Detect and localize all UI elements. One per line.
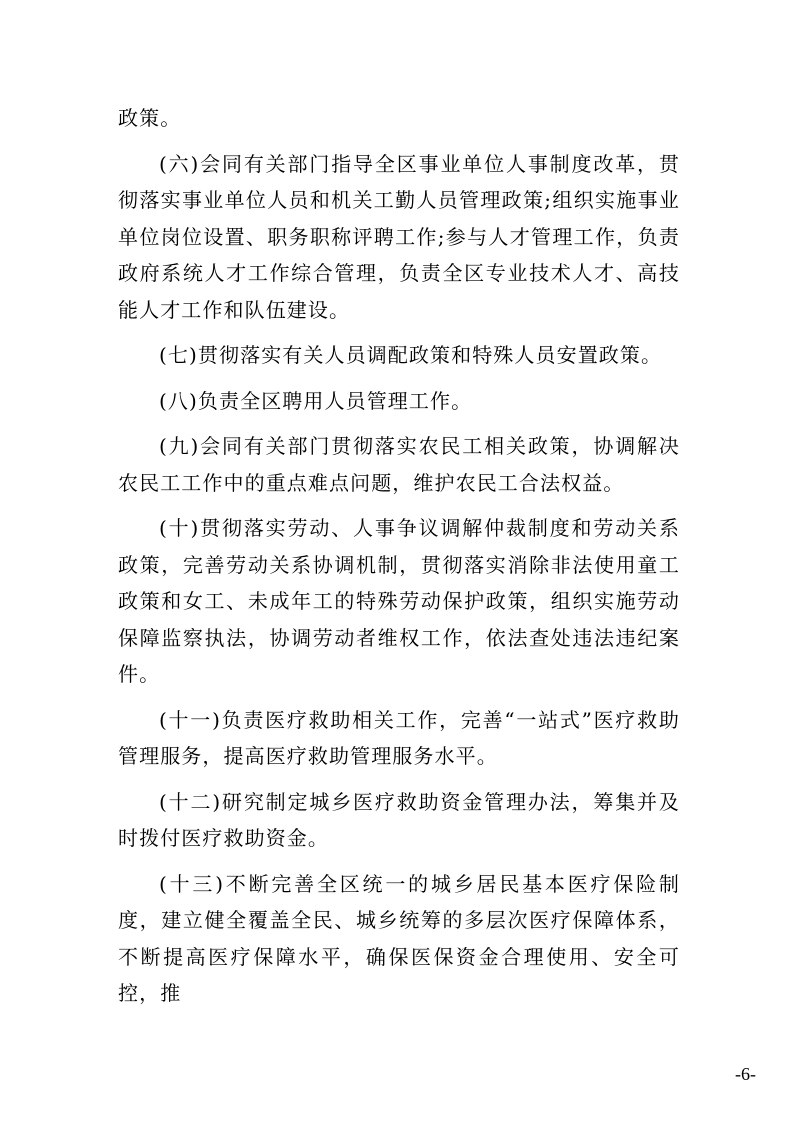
paragraph-item-12: (十二)研究制定城乡医疗救助资金管理办法，筹集并及时拨付医疗救助资金。 <box>118 789 680 850</box>
paragraph-item-11: (十一)负责医疗救助相关工作，完善“一站式”医疗救助管理服务，提高医疗救助管理服务水平。 <box>118 707 680 768</box>
body-text <box>118 100 680 1021</box>
paragraph-item-7: (七)贯彻落实有关人员调配政策和特殊人员安置政策。 <box>159 343 663 367</box>
paragraph-item-6: (六)会同有关部门指导全区事业单位人事制度改革，贯彻落实事业单位人员和机关工勤人员管理政策;组织实施事业单位岗位设置、职务职称评聘工作;参与人才管理工作，负责政府系统人才工作综合管理，负责全区专业技术人才、高技能人才工作和队伍建设。 <box>118 151 680 322</box>
paragraph-item-13: (十三)不断完善全区统一的城乡居民基本医疗保险制度，建立健全覆盖全民、城乡统筹的多层次医疗保障体系，不断提高医疗保障水平，确保医保资金合理使用、安全可控，推 <box>118 871 680 1005</box>
page-number: -6- <box>735 1064 756 1084</box>
paragraph-item-8: (八)负责全区聘用人员管理工作。 <box>159 388 473 413</box>
paragraph-item-10: (十)贯彻落实劳动、人事争议调解仲裁制度和劳动关系政策，完善劳动关系协调机制，贯彻落实消除非法使用童工政策和女工、未成年工的特殊劳动保护政策，组织实施劳动保障监察执法，协调劳动者维权工作，依法查处违法违纪案件。 <box>118 516 680 686</box>
paragraph-item-9: (九)会同有关部门贯彻落实农民工相关政策，协调解决农民工工作中的重点难点问题，维护农民工合法权益。 <box>118 434 680 495</box>
paragraph-continuation: 政策。 <box>118 106 182 130</box>
